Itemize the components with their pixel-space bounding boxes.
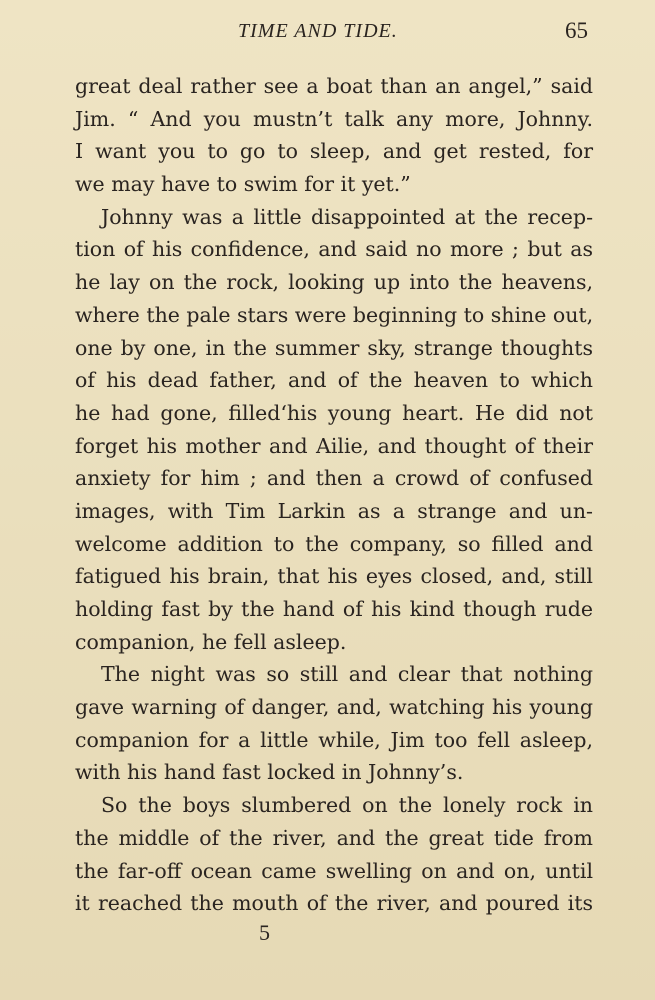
text-line: he lay on the rock, looking up into the heavens,	[75, 270, 593, 295]
text-line: one by one, in the summer sky, strange thoughts	[75, 335, 593, 360]
signature-mark: 5	[259, 920, 270, 945]
text-line: companion for a little while, Jim too fell asleep,	[75, 727, 593, 752]
text-line: the far-off ocean came swelling on and on, until	[75, 858, 593, 883]
text-line: he had gone, filledʻhis young heart. He did not	[75, 400, 593, 425]
text-line: it reached the mouth of the river, and poured its	[75, 891, 593, 916]
text-line: holding fast by the hand of his kind though rude	[75, 597, 593, 621]
body-text	[75, 70, 593, 920]
text-line: tion of his confidence, and said no more ; but as	[75, 237, 593, 262]
text-line: images, with Tim Larkin as a strange and un-	[75, 498, 593, 523]
text-line: of his dead father, and of the heaven to which	[75, 368, 593, 393]
text-line: Jim. “ And you mustn’t talk any more, Johnny.	[75, 106, 593, 131]
paragraph-first-line: So the boys slumbered on the lonely rock in	[101, 793, 593, 818]
text-line: the middle of the river, and the great tide from	[75, 825, 593, 850]
text-line: forget his mother and Ailie, and thought of their	[75, 433, 593, 458]
text-line: fatigued his brain, that his eyes closed, and, still	[75, 564, 593, 589]
text-line: companion, he fell asleep.	[75, 629, 347, 654]
text-line: with his hand fast locked in Johnny’s.	[75, 760, 464, 785]
text-line: welcome addition to the company, so filled and	[75, 531, 593, 556]
text-line: I want you to go to sleep, and get rested, for	[75, 139, 593, 164]
text-line: anxiety for him ; and then a crowd of confused	[75, 466, 593, 491]
paragraph-first-line: Johnny was a little disappointed at the recep-	[101, 204, 593, 229]
paragraph-first-line: The night was so still and clear that nothing	[101, 662, 593, 687]
text-line: gave warning of danger, and, watching his young	[75, 695, 593, 720]
text-line: where the pale stars were beginning to shine out,	[75, 302, 594, 327]
page-number: 65	[565, 18, 588, 43]
text-line: we may have to swim for it yet.”	[75, 172, 411, 197]
text-line: great deal rather see a boat than an angel,” said	[75, 74, 593, 98]
running-title: TIME AND TIDE.	[238, 20, 398, 42]
page-header	[0, 18, 655, 48]
